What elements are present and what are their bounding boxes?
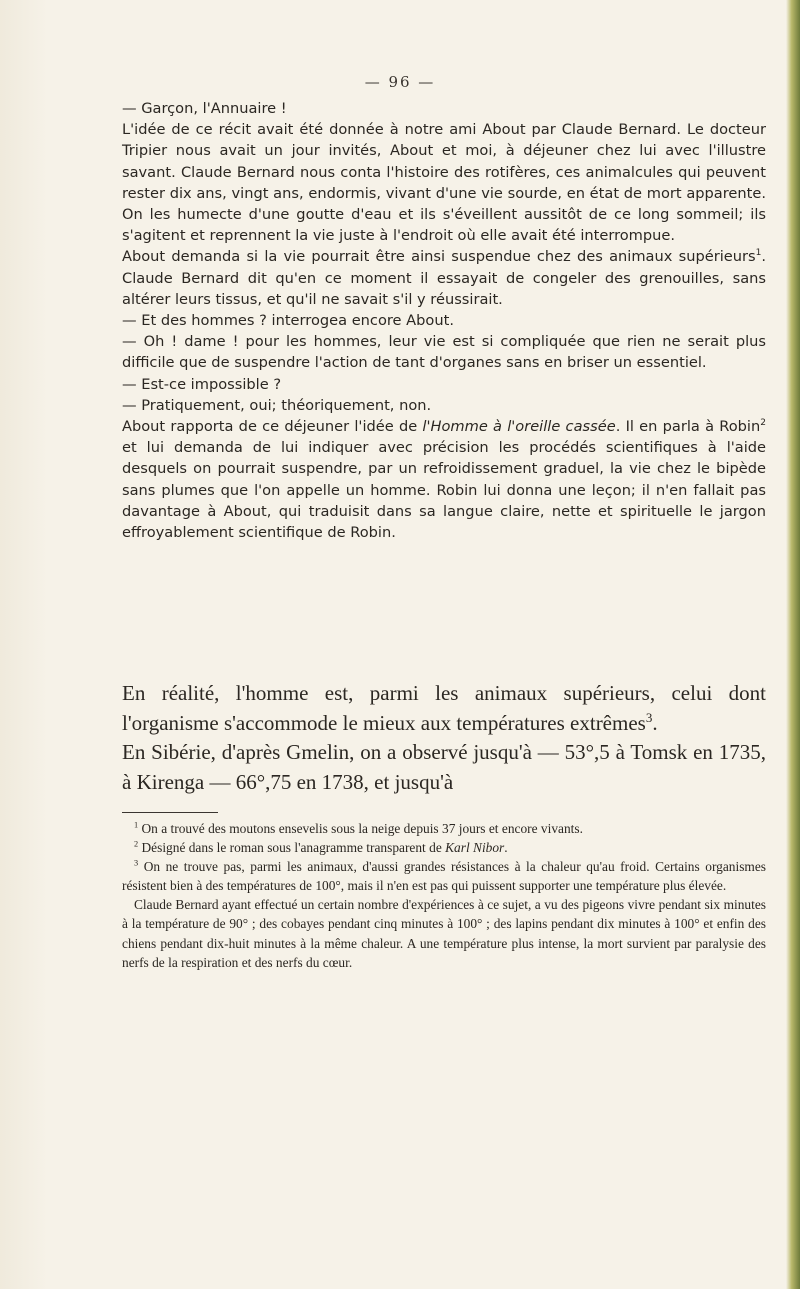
paragraph-8-text-b: . Il en parla à Robin <box>615 418 761 436</box>
large-paragraph-1-text-b: . <box>652 710 658 735</box>
footnote-2-text-a: Désigné dans le roman sous l'anagramme transparent de <box>138 840 446 856</box>
paragraph-3-text-a: About demanda si la vie pourrait être ainsi suspendue chez des animaux supérieurs <box>122 248 756 266</box>
footnote-2-mark: 2 <box>134 839 139 849</box>
footnote-1-mark: 1 <box>134 820 139 830</box>
paragraph-6: — Est-ce impossible ? <box>122 375 282 393</box>
page-number: — 96 — <box>364 73 436 91</box>
footnote-3-text: On ne trouve pas, parmi les animaux, d'aussi grandes résistances à la chaleur qu'au froid. Certains organismes résistent bien à des températures de 100°, mais il n'en est pas qui puissent supporter une température plus élevée. <box>122 859 766 894</box>
paragraph-3 <box>122 246 766 310</box>
footnote-2-text-b: . <box>504 840 508 856</box>
large-paragraph-1 <box>122 679 766 738</box>
book-title: l'Homme à l'oreille cassée <box>422 418 616 436</box>
body-text <box>122 98 766 543</box>
paragraph-8 <box>122 416 766 543</box>
paragraph-5: — Oh ! dame ! pour les hommes, leur vie est si compliquée que rien ne serait plus difficile que de suspendre l'action de tant d'organes sans en briser un essentiel. <box>122 333 766 372</box>
paragraph-7: — Pratiquement, oui; théoriquement, non. <box>122 396 432 414</box>
paragraph-2: L'idée de ce récit avait été donnée à notre ami About par Claude Bernard. Le docteur Tripier nous avait un jour invités, About et moi, à déjeuner chez lui avec l'illustre savant. Claude Bernard nous conta l'histoire des rotifères, ces animalcules qui peuvent rester dix ans, vingt ans, endormis, vivant d'une vie sourde, en état de mort apparente. On les humecte d'une goutte d'eau et ils s'éveillent aussitôt de ce long sommeil; ils s'agitent et reprennent la vie juste à l'endroit où elle avait été interrompue. <box>122 121 766 245</box>
large-text <box>122 679 766 797</box>
footnote-3-mark: 3 <box>134 858 139 868</box>
paragraph-1: — Garçon, l'Annuaire ! <box>122 100 287 117</box>
paragraph-4: — Et des hommes ? interrogea encore About. <box>122 312 454 330</box>
paragraph-8-text-c: et lui demanda de lui indiquer avec précision les procédés scientifiques à l'aide desquels on pourrait suspendre, par un refroidissement graduel, la vie chez le bipède sans plumes que l'on appelle un homme. Robin lui donna une leçon; il n'en fallait pas davantage à About, qui traduisit dans sa langue claire, nette et spirituelle le jargon effroyablement scientifique de Robin. <box>122 439 766 542</box>
footnotes <box>122 819 766 972</box>
footnote-1-text: On a trouvé des moutons ensevelis sous la neige depuis 37 jours et encore vivants. <box>138 821 583 836</box>
footnote-ref-3: 3 <box>645 709 653 725</box>
footnote-3-continued: Claude Bernard ayant effectué un certain nombre d'expériences à ce sujet, a vu des pigeons vivre pendant six minutes à la température de 90° ; des cobayes pendant cinq minutes à 100° ; des lapins pendant dix minutes à 100° et enfin des chiens pendant dix-huit minutes à la même chaleur. A une température plus intense, la mort survient par paralysie des nerfs de la respiration et des nerfs du cœur. <box>122 897 766 970</box>
footnote-ref-1: 1 <box>755 248 762 259</box>
large-paragraph-1-text-a: En réalité, l'homme est, parmi les animaux supérieurs, celui dont l'organisme s'accommode le mieux aux températures extrêmes <box>122 681 766 735</box>
page-edge <box>786 0 800 1289</box>
footnote-ref-2: 2 <box>760 418 766 429</box>
footnote-rule <box>122 812 218 813</box>
footnote-2-name: Karl Nibor <box>445 840 505 856</box>
footnote-3 <box>122 857 766 895</box>
footnote-2 <box>122 838 766 857</box>
paragraph-3-text-b: . Claude Bernard dit qu'en ce moment il essayait de congeler des grenouilles, sans altérer leurs tissus, et qu'il ne savait s'il y réussirait. <box>122 248 766 308</box>
large-paragraph-2: En Sibérie, d'après Gmelin, on a observé jusqu'à — 53°,5 à Tomsk en 1735, à Kirenga — 66°,75 en 1738, et jusqu'à <box>122 740 766 794</box>
footnote-1 <box>122 819 766 838</box>
paragraph-8-text-a: About rapporta de ce déjeuner l'idée de <box>122 418 423 436</box>
